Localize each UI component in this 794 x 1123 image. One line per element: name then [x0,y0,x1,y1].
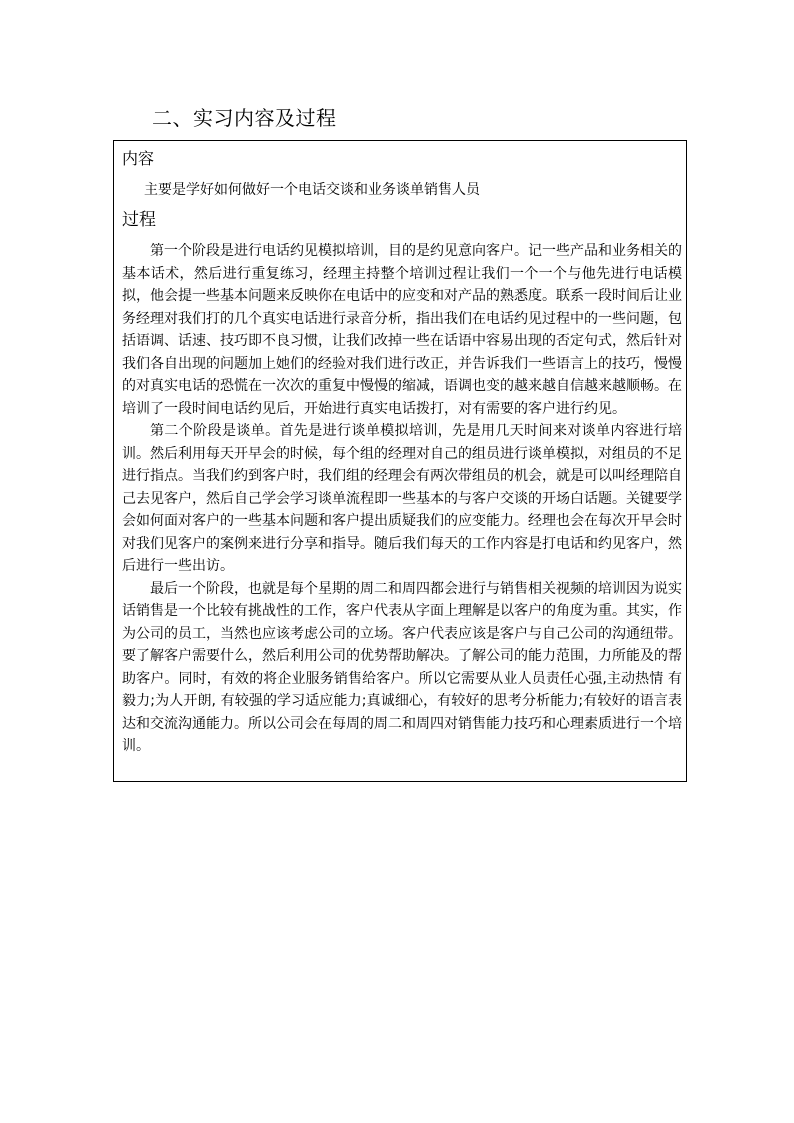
process-label: 过程 [122,210,156,230]
content-table [113,140,687,782]
process-paragraph-stage-3: 最后一个阶段，也就是每个星期的周二和周四都会进行与销售相关视频的培训因为说实话销售是一个比较有挑战性的工作，客户代表从字面上理解是以客户的角度为重。其实，作为公司的员工，当然也应该考虑公司的立场。客户代表应该是客户与自己公司的沟通纽带。要了解客户需要什么，然后利用公司的优势帮助解决。了解公司的能力范围，力所能及的帮助客户。同时，有效的将企业服务销售给客户。所以它需要从业人员责任心强,主动热情 有毅力;为人开朗, 有较强的学习适应能力;真诚细心，有较好的思考分析能力;有较好的语言表达和交流沟通能力。所以公司会在每周的周二和周四对销售能力技巧和心理素质进行一个培训。 [122,580,682,754]
process-paragraph-stage-1: 第一个阶段是进行电话约见模拟培训，目的是约见意向客户。记一些产品和业务相关的基本话术，然后进行重复练习，经理主持整个培训过程让我们一个一个与他先进行电话模拟，他会提一些基本问题来反映你在电话中的应变和对产品的熟悉度。联系一段时间后让业务经理对我们打的几个真实电话进行录音分析，指出我们在电话约见过程中的一些问题，包括语调、话速、技巧即不良习惯，让我们改掉一些在话语中容易出现的否定句式，然后针对我们各自出现的问题加上她们的经验对我们进行改正，并告诉我们一些语言上的技巧，慢慢的对真实电话的恐慌在一次次的重复中慢慢的缩减，语调也变的越来越自信越来越顺畅。在培训了一段时间电话约见后，开始进行真实电话拨打，对有需要的客户进行约见。 [122,243,682,417]
content-label: 内容 [122,149,155,168]
process-paragraph-stage-2: 第二个阶段是谈单。首先是进行谈单模拟培训，先是用几天时间来对谈单内容进行培训。然后利用每天开早会的时候，每个组的经理对自己的组员进行谈单模拟，对组员的不足进行指点。当我们约到客户时，我们组的经理会有两次带组员的机会，就是可以叫经理陪自己去见客户，然后自己学会学习谈单流程即一些基本的与客户交谈的开场白话题。关键要学会如何面对客户的一些基本问题和客户提出质疑我们的应变能力。经理也会在每次开早会时对我们见客户的案例来进行分享和指导。随后我们每天的工作内容是打电话和约见客户，然后进行一些出访。 [122,423,682,574]
section-heading: 二、实习内容及过程 [152,106,337,130]
content-summary: 主要是学好如何做好一个电话交谈和业务谈单销售人员 [144,182,480,198]
process-body [122,240,682,758]
